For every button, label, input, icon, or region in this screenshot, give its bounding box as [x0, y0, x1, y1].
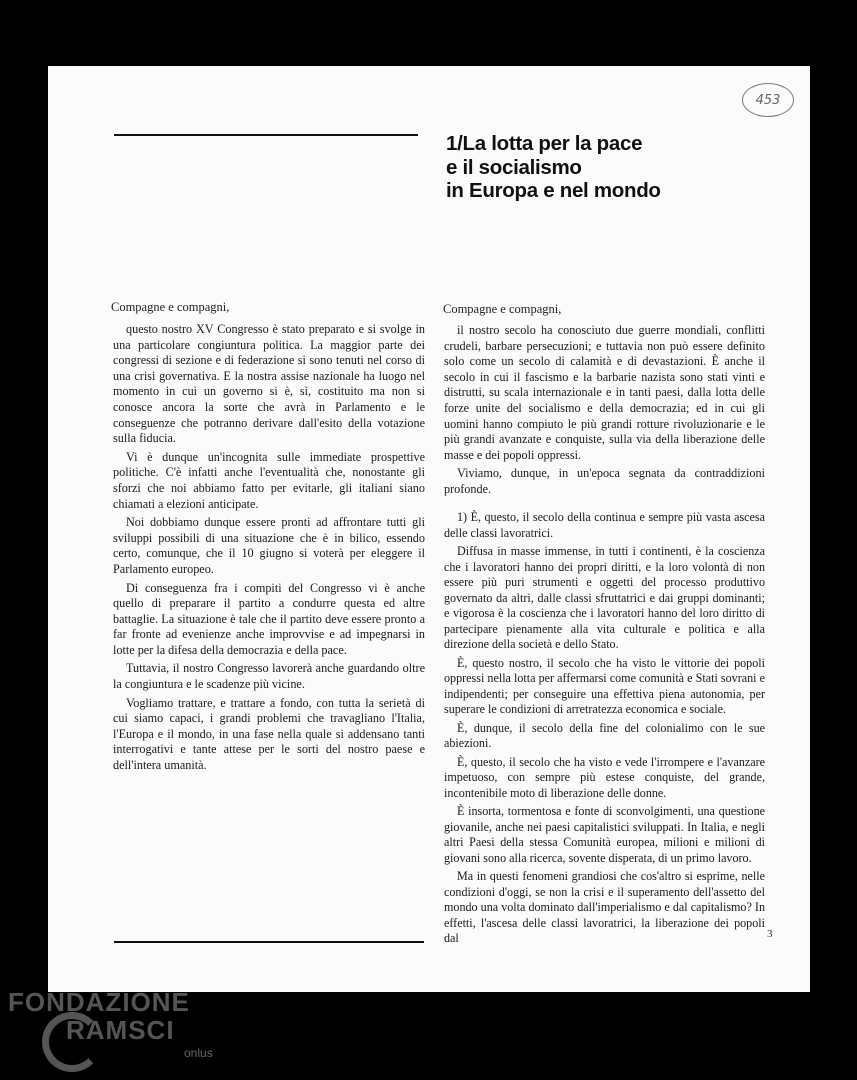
paragraph: il nostro secolo ha conosciuto due guerre mondiali, conflitti crudeli, barbare persecuzioni; e tuttavia non può essere definito solo come un secolo di calamità e di devastazioni. È anche il secolo in cui il fascismo e la barbarie nazista sono stati vinti e distrutti, su scala internazionale e in tanti paesi, dalla lotta delle forze unite del socialismo e della democrazia; ed in cui gli uomini hanno compiuto le più grandi rotture rivoluzionarie e le più grandi avanzate e conquiste, sulla via della liberazione delle masse e dei popoli oppressi. — [444, 323, 765, 462]
paragraph: Vi è dunque un'incognita sulle immediate prospettive politiche. C'è infatti anche l'eventualità che, nonostante gli sforzi che noi abbiamo fatto per evitarle, gli italiani siano chiamati a elezioni anticipate. — [113, 449, 425, 511]
paragraph: Ma in questi fenomeni grandiosi che cos'altro si esprime, nelle condizioni d'oggi, se non la crisi e il superamento dell'assetto del mondo una volta dominato dall'imperialismo e dal capitalismo? In effetti, l'ascesa delle classi lavoratrici, la liberazione dei popoli dal — [444, 869, 765, 945]
paragraph: Di conseguenza fra i compiti del Congresso vi è anche quello di preparare il partito a condurre questa ed altre battaglie. La situazione è tale che il partito deve essere pronto a far fronte ad evenienze anche improvvise e ad impegnarsi in lotte per la difesa della democrazia e della pace. — [113, 580, 425, 657]
right-salutation: Compagne e compagni, — [443, 302, 562, 316]
watermark-g-icon — [42, 1012, 102, 1072]
paragraph: È, dunque, il secolo della fine del colonialimo con le sue abiezioni. — [444, 720, 765, 750]
watermark-line1: FONDAZIONE — [8, 987, 190, 1017]
paragraph: Viviamo, dunque, in un'epoca segnata da contraddizioni profonde. — [444, 466, 765, 496]
paragraph: Vogliamo trattare, e trattare a fondo, con tutta la serietà di cui siamo capaci, i grandi problemi che travagliano l'Italia, l'Europa e il mondo, in una fase nella quale si addensano tanti interrogativi e tante attese per le sorti del nostro paese e dell'intera umanità. — [113, 695, 425, 773]
paragraph: 1) È, questo, il secolo della continua e sempre più vasta ascesa delle classi lavoratrici. — [444, 510, 765, 540]
left-column — [113, 322, 425, 777]
paragraph: È insorta, tormentosa e fonte di sconvolgimenti, una questione giovanile, anche nei paesi capitalistici sviluppati. In Italia, e negli altri Paesi della stessa Comunità europea, milioni e milioni di giovani sono alla ricerca, sovente disperata, di un primo lavoro. — [444, 804, 765, 865]
watermark-logo — [8, 987, 213, 1060]
archive-stamp: 453 — [742, 83, 794, 117]
left-salutation: Compagne e compagni, — [111, 300, 230, 314]
paragraph: È, questo, il secolo che ha visto e vede l'irrompere e l'avanzare impetuoso, con sempre più estese conquiste, del grande, incontenibile moto di liberazione delle donne. — [444, 754, 765, 800]
chapter-title-line: in Europa e nel mondo — [446, 179, 661, 202]
chapter-title-line: e il socialismo — [446, 155, 582, 179]
chapter-title — [446, 132, 776, 203]
paragraph: Noi dobbiamo dunque essere pronti ad affrontare tutti gli sviluppi possibili di una situazione che è in bilico, essendo certo, comunque, che il 10 giugno si voterà per eleggere il Parlamento europeo. — [113, 515, 425, 576]
paragraph: questo nostro XV Congresso è stato preparato e si svolge in una particolare congiuntura politica. La maggior parte dei congressi di sezione e di federazione si sono tenuti nel corso di una crisi governativa. E la nostra assise nazionale ha luogo nel momento in cui un governo si è, sì, costituito ma non si conosce ancora la sorte che avrà in Parlamento e le conseguenze che potranno derivare dall'esito della votazione sulla fiducia. — [113, 322, 425, 446]
page-number: 3 — [767, 928, 773, 940]
chapter-title-line: 1/La lotta per la pace — [446, 132, 643, 155]
watermark-sub: onlus — [184, 1046, 213, 1060]
top-rule — [114, 134, 418, 136]
bottom-rule — [114, 941, 424, 943]
paragraph: È, questo nostro, il secolo che ha visto le vittorie dei popoli oppressi nella lotta per affermarsi come comunità e Stati sovrani e indipendenti; per conseguire una effettiva piena autonomia, per superare le condizioni di arretratezza economica e sociale. — [444, 655, 765, 716]
watermark-line2: RAMSCI — [66, 1015, 175, 1045]
right-column-section — [444, 510, 765, 950]
right-column-intro — [444, 323, 765, 501]
paragraph: Diffusa in masse immense, in tutti i continenti, è la coscienza che i lavoratori hanno dei propri diritti, e la loro volontà di non essere più puri strumenti e oggetti del processo produttivo governato da altri, dalle classi sfruttatrici e dai gruppi dominanti; e vigorosa è la coscienza che i lavoratori hanno del loro diritto di partecipare pienamente alla vita culturale e politica e alla direzione della società e dello Stato. — [444, 544, 765, 651]
paragraph: Tuttavia, il nostro Congresso lavorerà anche guardando oltre la congiuntura e le scadenze più vicine. — [113, 661, 425, 692]
